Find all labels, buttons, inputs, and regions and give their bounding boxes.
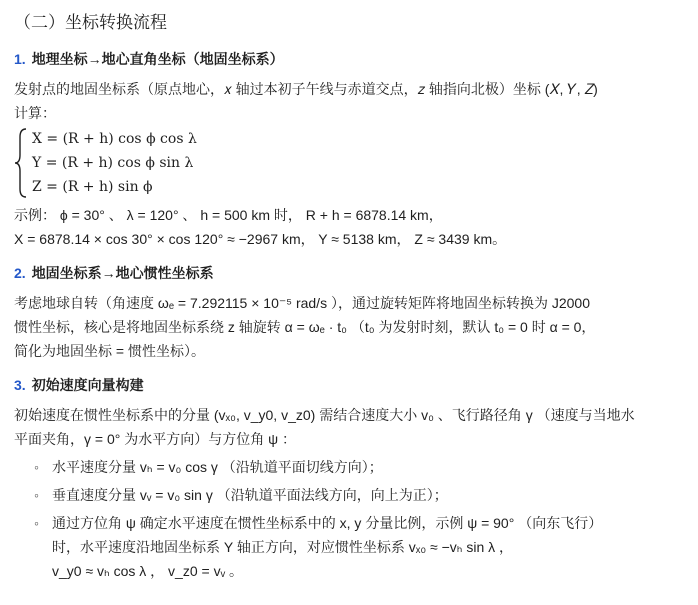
section-3-line2: 平面夹角，γ = 0° 为水平方向）与方位角 ψ ： (14, 431, 296, 447)
example-line2: X = 6878.14 × cos 30° × cos 120° ≈ −2967 km， Y ≈ 5138 km， Z ≈ 3439 km。 (14, 231, 507, 247)
section-2-line2: 惯性坐标，核心是将地固坐标系绕 z 轴旋转 α = ωₑ · t₀ （t₀ 为发射时刻，默认 t₀ = 0 时 α = 0， (14, 319, 596, 335)
left-brace (14, 127, 28, 199)
list-item-text: ◦ 通过方位角 ψ 确定水平速度在惯性坐标系中的 x, y 分量比例，示例 ψ = 90° （向东飞行） (52, 515, 603, 531)
section-1-number: 1. (14, 51, 26, 67)
list-item-text: 垂直速度分量 vᵥ = v₀ sin γ （沿轨道平面法线方向，向上为正）； (52, 487, 448, 503)
section-3-heading-text: 初始速度向量构建 (31, 377, 144, 393)
page-title: （二）坐标转换流程 (14, 13, 167, 32)
section-3-number: 3. (14, 377, 26, 393)
section-1-intro-line1: 发射点的地固坐标系（原点地心，𝑥 轴过本初子午线与赤道交点，𝑧 轴指向北极）坐标 (𝑋, 𝑌, 𝑍) (14, 81, 598, 97)
velocity-component-list (14, 455, 684, 583)
section-2-line1: 考虑地球自转（角速度 ωₑ = 7.292115 × 10⁻⁵ rad/s ），通过旋转矩阵将地固坐标转换为 J2000 (14, 295, 590, 311)
list-item (52, 511, 684, 583)
section-3-heading (14, 375, 684, 395)
section-1-heading (14, 49, 684, 69)
example-line1: 示例： ϕ = 30° 、 λ = 120° 、 h = 500 km 时， R + h = 6878.14 km， (14, 207, 443, 223)
equation-y: Y = (R + h) cos ϕ sin λ (32, 155, 194, 171)
list-item-text-line2: 时，水平速度沿地固坐标系 Y 轴正方向，对应惯性坐标系 vₓ₀ ≈ −vₕ sin λ ， (52, 539, 514, 555)
equation-z: Z = (R + h) sin ϕ (32, 179, 153, 195)
section-2-number: 2. (14, 265, 26, 281)
list-item (52, 483, 684, 507)
section-2-line3: 简化为地固坐标 = 惯性坐标）。 (14, 343, 205, 359)
list-item-text: 水平速度分量 vₕ = v₀ cos γ （沿轨道平面切线方向）； (52, 459, 383, 475)
section-1-heading-text: 地理坐标→地心直角坐标（地固坐标系） (31, 51, 284, 67)
section-2-heading-text: 地固坐标系→地心惯性坐标系 (31, 265, 214, 281)
list-item-text-line3: v_y0 ≈ vₕ cos λ ， v_z0 = vᵥ 。 (52, 563, 243, 579)
section-3-line1: 初始速度在惯性坐标系中的分量 (vₓ₀, v_y0, v_z0) 需结合速度大小 v₀ 、飞行路径角 γ （速度与当地水 (14, 407, 635, 423)
list-item (52, 455, 684, 479)
section-2-heading (14, 263, 684, 283)
section-1-intro-line2: 计算： (14, 105, 56, 121)
equation-x: X = (R + h) cos ϕ cos λ (32, 131, 197, 147)
equation-system (14, 127, 684, 199)
